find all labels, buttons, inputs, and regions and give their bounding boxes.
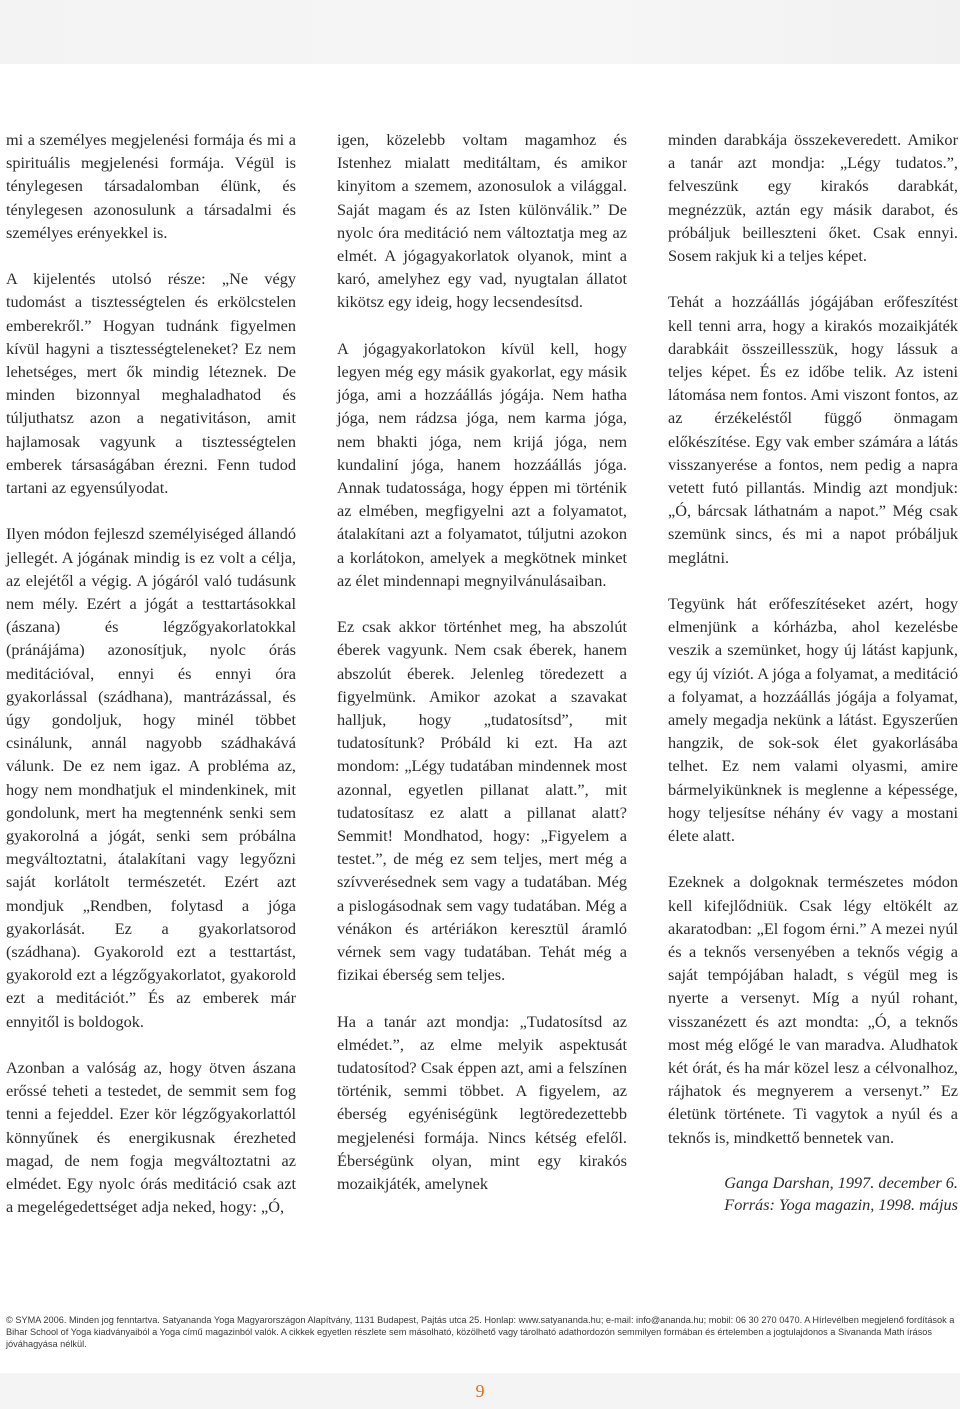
paragraph: A jógagyakorlatokon kívül kell, hogy legyen még egy másik gyakorlat, egy másik jóga, ami a hozzáállás jógája. Nem hatha jóga, nem rádzsa jóga, nem karma jóga, nem bhakti jóga, nem krijá jóga, nem kundaliní jóga, hanem hozzáállás jóga. Annak tudatossága, hogy éppen mi történik az elmében, megfigyelni azt a folyamatot, átalakítani azt a folyamatot, túljutni azokon a korlátokon, amelyek a megkötnek minket az élet mindennapi megnyilvánulásaiban. [337,338,627,590]
paragraph: A kijelentés utolsó része: „Ne végy tudomást a tisztességtelen és erkölcstelen emberekről.” Hogyan tudnánk figyelmen kívül hagyni a tisztességteleneket? Ez nem lehetséges, mert ők mindig léteznek. De minden bizonnyal meghaladhatod és túljuthatsz azon a negativitáson, amit hajlamosak vagyunk a tisztességtelen emberek társaságában érezni. Fenn tudod tartani az egyensúlyodat. [6,269,296,498]
signature-line: Forrás: Yoga magazin, 1998. május [724,1195,958,1215]
text-column-3 [668,128,958,1216]
signature-line: Ganga Darshan, 1997. december 6. [724,1173,958,1193]
page-number: 9 [475,1381,485,1401]
paragraph: Ezeknek a dolgoknak természetes módon kell kifejlődniük. Csak légy eltökélt az akaratodban: „El fogom érni.” A mezei nyúl és a teknős versenyében a teknős végig a saját tempójában haladt, s végül meg is nyerte a versenyt. Míg a nyúl rohant, visszanézett és azt mondta: „Ó, a teknős most még előgé le van maradva. Aludhatok két órát, és ha már közel lesz a célvonalhoz, rájhatok és megnyerem a versenyt.” Ez életünk története. Ti vagytok a nyúl és a teknős is, mindkettő bennetek van. [668,872,958,1147]
header-band [0,0,960,64]
paragraph: Ez csak akkor történhet meg, ha abszolút éberek vagyunk. Nem csak éberek, hanem abszolút éberek. Jelenleg töredezett a figyelmünk. Amikor azokat a szavakat halljuk, hogy „tudatosítsd”, mit tudatosítunk? Próbáld ki ezt. Ha azt mondom: „Légy tudatában mindennek most azonnal, egyetlen pillanat alatt.”, mit tudatosítasz ez alatt a pillanat alatt? Semmit! Mondhatod, hogy: „Figyelem a testet.”, de még ez sem teljes, mert még a szívverésednek sem vagy a tudatában. Még a pislogásodnak sem vagy tudatában. Még a vénákon és artériákon keresztül áramló vérnek sem vagy tudatában. Tehát még a fizikai éberség sem teljes. [337,617,627,985]
copyright-footer: © SYMA 2006. Minden jog fenntartva. Satyananda Yoga Magyarországon Alapítvány, 1131 Budapest, Pajtás utca 25. Honlap: www.satyananda.hu; e-mail: info@ananda.hu; mobil: 06 30 270 0470. A Hírlevélben megjelenő fordítások a Bihar School of Yoga kiadványaiból a Yoga című magazinból valók. A cikkek egyetlen részlete sem másolható, közölhető vagy tárolható adathordozón semmilyen formában és értelemben a jogtulajdonos a Sivananda Math írásos jóváhagyása nélkül. [6,1315,955,1349]
paragraph: Azonban a valóság az, hogy ötven ászana erőssé teheti a testedet, de semmit sem fog tenni a fejeddel. Ezer kör légzőgyakorlattól könnyűnek és energikusnak érezheted magad, de nem fogja megváltoztatni az elmédet. Egy nyolc órás meditáció csak azt a megelégedettséget adja neked, hogy: „Ó, [6,1058,296,1217]
paragraph: igen, közelebb voltam magamhoz és Istenhez mialatt meditáltam, és amikor kinyitom a szemem, azonosulok a világgal. Saját magam és az Isten különválik.” De nyolc óra meditáció nem változtatja meg az elmét. A jógagyakorlatok olyanok, mint a karó, amelyhez egy vad, nyugtalan állatot kikötsz egy ideig, hogy lecsendesítsd. [337,130,627,312]
paragraph: Tegyünk hát erőfeszítéseket azért, hogy elmenjünk a kórházba, ahol kezelésbe veszik a szemünket, hogy új látást kapjunk, egy új víziót. A jóga a folyamat, a meditáció a folyamat, a hozzáállás jógája a folyamat, amely megadja nekünk a látást. Egyszerűen hangzik, de sok-sok élet gyakorlásába telhet. Ez nem valami olyasmi, amire bármelyikünknek is meglenne a képessége, hogy teljesítse néhány év vagy a mostani élete alatt. [668,594,958,846]
paragraph: minden darabkája összekeveredett. Amikor a tanár azt mondja: „Légy tudatos.”, felveszünk egy kirakós darabkát, megnézzük, aztán egy másik darabot, és próbáljuk beilleszteni őket. Csak ennyi. Sosem rakjuk ki a teljes képet. [668,130,958,266]
text-column-1 [6,128,296,1242]
paragraph: Ha a tanár azt mondja: „Tudatosítsd az elmédet.”, az elme melyik aspektusát tudatosítod? Csak éppen azt, ami a felszínen történik, semmi többet. A figyelem, az éberség egyéniségünk legtöredezettebb megjelenési formája. Nincs kétség efelől. Éberségünk olyan, mint egy kirakós mozaikjáték, amelynek [337,1011,627,1194]
paragraph: mi a személyes megjelenési formája és mi a spirituális megjelenési formája. Végül is ténylegesen társadalomban élünk, és ténylegesen azonosulunk a társadalmi és személyes erényekkel is. [6,130,296,242]
paragraph: Ilyen módon fejleszd személyiséged állandó jellegét. A jógának mindig is ez volt a célja, az elejétől a végig. A jógáról való tudásunk nem mély. Ezért a jógát a testtartásokkal (ászana) és légzőgyakorlatokkal (pránájáma) azonosítjuk, nyolc órás meditációval, ennyi és ennyi óra gyakorlással (szádhana), mantrázással, és úgy gondoljuk, hogy minél többet csinálunk, annál nagyobb szádhakává válunk. De ez nem igaz. A probléma az, hogy nem mondhatjuk el mindenkinek, mit gondolunk, mert ha megtennénk senki sem gyakorolná a jógát, senki sem próbálna megváltoztatni, átalakítani vagy legyőzni saját korlátolt természetét. Ezért azt mondjuk „Rendben, folytasd a jóga gyakorlását. Ez a gyakorlatsorod (szádhana). Gyakorold ezt a testtartást, gyakorold ezt a légzőgyakorlatot, gyakorold ezt a meditációt.” És az emberek már ennyitől is boldogok. [6,524,296,1031]
paragraph: Tehát a hozzáállás jógájában erőfeszítést kell tenni arra, hogy a kirakós mozaikjáték darabkáit összeillesszük, hogy lássuk a teljes képet. És ez időbe telik. Az isteni látomása nem fontos. Ami viszont fontos, az az érzékeléstől függő önmagam előkészítése. Egy vak ember számára a látás visszanyerése a fontos, nem pedig a napra vetett futó pillantás. Mindig azt mondjuk: „Ó, bárcsak láthatnám a napot.” Még csak szemünk sincs, és mi a napot próbáljuk meglátni. [668,292,958,567]
text-column-2 [337,128,627,1218]
signature [668,1172,958,1216]
